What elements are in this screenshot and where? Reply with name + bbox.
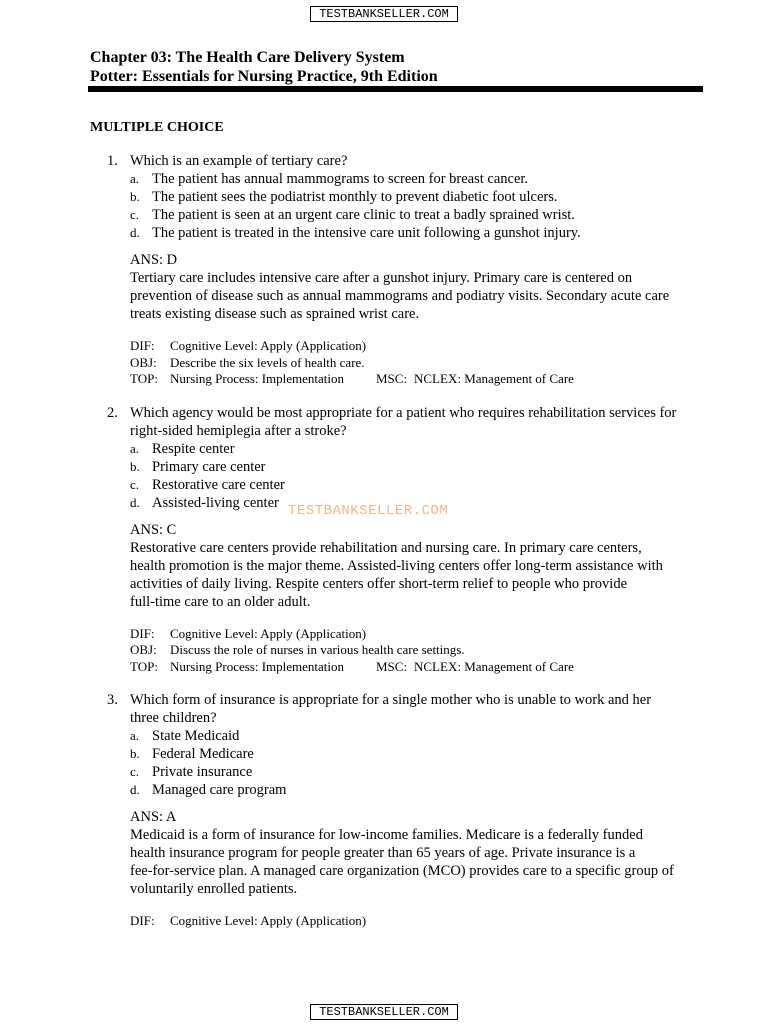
- rationale-line: activities of daily living. Respite centers offer short-term relief to people who provide: [130, 576, 628, 592]
- obj-value: Discuss the role of nurses in various health care settings.: [170, 642, 465, 657]
- answer: ANS: C: [130, 522, 177, 538]
- obj-label: OBJ:: [130, 355, 157, 370]
- rationale-line: Tertiary care includes intensive care after a gunshot injury. Primary care is centered on: [130, 270, 633, 286]
- question-stem: right-sided hemiplegia after a stroke?: [130, 423, 347, 439]
- option-text: Restorative care center: [152, 477, 285, 493]
- book-title: Potter: Essentials for Nursing Practice, 9th Edition: [90, 68, 438, 85]
- msc-value: NCLEX: Management of Care: [414, 371, 574, 386]
- top-value: Nursing Process: Implementation: [170, 659, 345, 674]
- msc-label: MSC:: [376, 659, 408, 674]
- question-number: 2.: [107, 405, 118, 421]
- dif-label: DIF:: [130, 626, 155, 641]
- dif-label: DIF:: [130, 338, 155, 353]
- rationale-line: voluntarily enrolled patients.: [130, 881, 298, 897]
- option-letter: b.: [130, 189, 140, 204]
- option-text: The patient sees the podiatrist monthly to prevent diabetic foot ulcers.: [152, 189, 558, 205]
- option-letter: b.: [130, 459, 140, 474]
- option-letter: c.: [130, 764, 140, 779]
- option-text: The patient has annual mammograms to screen for breast cancer.: [152, 171, 529, 187]
- answer: ANS: A: [130, 809, 177, 825]
- msc-value: NCLEX: Management of Care: [414, 659, 574, 674]
- footer-stamp: TESTBANKSELLER.COM: [310, 1004, 458, 1020]
- option-text: Private insurance: [152, 764, 253, 780]
- rationale-line: fee-for-service plan. A managed care organization (MCO) provides care to a specific group of: [130, 863, 674, 879]
- option-letter: a.: [130, 171, 140, 186]
- rationale-line: health insurance program for people greater than 65 years of age. Private insurance is a: [130, 845, 636, 861]
- question-number: 3.: [107, 692, 118, 708]
- top-label: TOP:: [130, 659, 158, 674]
- option-letter: a.: [130, 728, 140, 743]
- rationale-line: Restorative care centers provide rehabilitation and nursing care. In primary care centers,: [130, 540, 642, 556]
- option-text: Federal Medicare: [152, 746, 254, 762]
- option-text: State Medicaid: [152, 728, 240, 744]
- option-letter: d.: [130, 225, 140, 240]
- msc-label: MSC:: [376, 371, 408, 386]
- option-text: Managed care program: [152, 782, 287, 798]
- option-letter: c.: [130, 207, 140, 222]
- chapter-title: Chapter 03: The Health Care Delivery System: [90, 49, 405, 66]
- answer: ANS: D: [130, 252, 178, 268]
- option-letter: a.: [130, 441, 140, 456]
- rationale-line: treats existing disease such as sprained wrist care.: [130, 306, 420, 322]
- question-stem: Which is an example of tertiary care?: [130, 153, 348, 169]
- rationale-line: Medicaid is a form of insurance for low-income families. Medicare is a federally funded: [130, 827, 643, 843]
- question-stem: three children?: [130, 710, 217, 726]
- option-text: Assisted-living center: [152, 495, 279, 511]
- dif-value: Cognitive Level: Apply (Application): [170, 913, 367, 928]
- option-text: The patient is treated in the intensive care unit following a gunshot injury.: [152, 225, 581, 241]
- option-text: Primary care center: [152, 459, 266, 475]
- question-number: 1.: [107, 153, 118, 169]
- top-value: Nursing Process: Implementation: [170, 371, 345, 386]
- dif-value: Cognitive Level: Apply (Application): [170, 338, 367, 353]
- dif-label: DIF:: [130, 913, 155, 928]
- option-letter: c.: [130, 477, 140, 492]
- option-text: Respite center: [152, 441, 235, 457]
- obj-value: Describe the six levels of health care.: [170, 355, 365, 370]
- obj-label: OBJ:: [130, 642, 157, 657]
- question-stem: Which form of insurance is appropriate for a single mother who is unable to work and her: [130, 692, 652, 708]
- top-label: TOP:: [130, 371, 158, 386]
- option-letter: d.: [130, 495, 140, 510]
- option-text: The patient is seen at an urgent care clinic to treat a badly sprained wrist.: [152, 207, 575, 223]
- rationale-line: full-time care to an older adult.: [130, 594, 311, 610]
- rationale-line: health promotion is the major theme. Assisted-living centers offer long-term assistance with: [130, 558, 663, 574]
- question-stem: Which agency would be most appropriate for a patient who requires rehabilitation services for: [130, 405, 677, 421]
- dif-value: Cognitive Level: Apply (Application): [170, 626, 367, 641]
- header-stamp: TESTBANKSELLER.COM: [310, 6, 458, 22]
- watermark: TESTBANKSELLER.COM: [288, 503, 449, 519]
- option-letter: b.: [130, 746, 140, 761]
- section-heading: MULTIPLE CHOICE: [90, 120, 224, 135]
- option-letter: d.: [130, 782, 140, 797]
- rationale-line: prevention of disease such as annual mammograms and podiatry visits. Secondary acute care: [130, 288, 670, 304]
- title-rule: [88, 86, 703, 92]
